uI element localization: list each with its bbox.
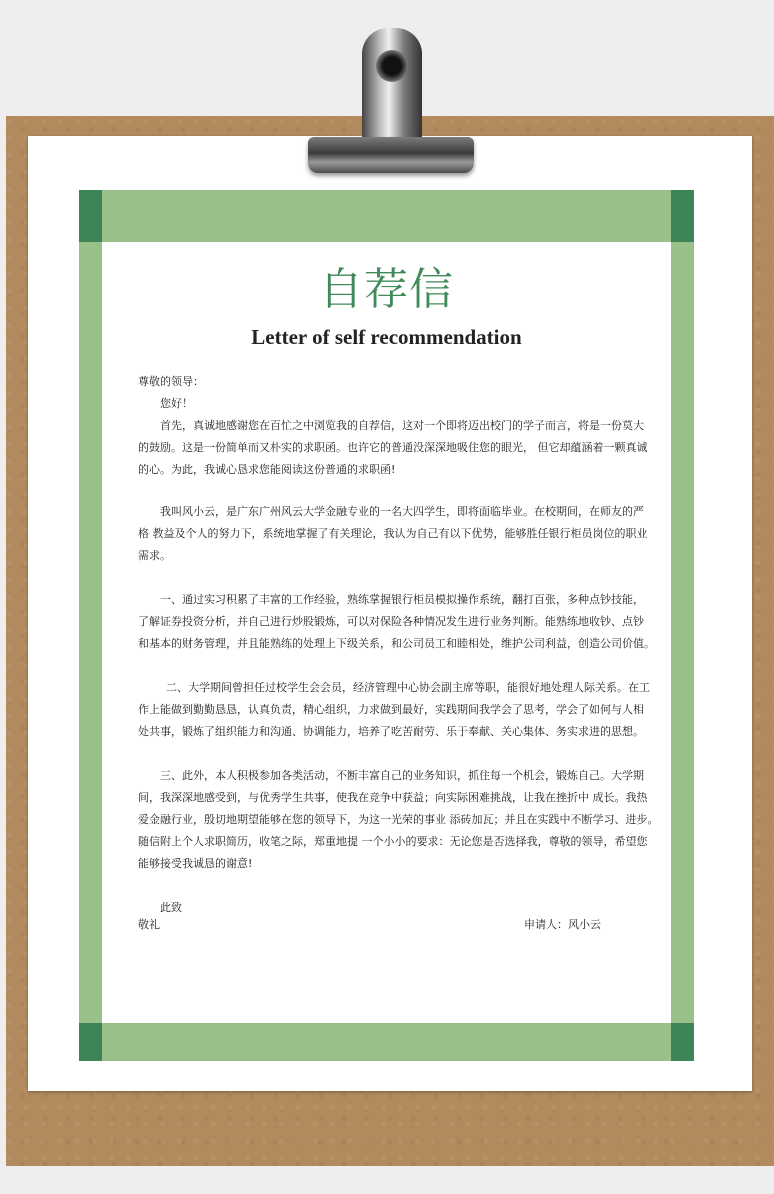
title-chinese: 自荐信	[319, 264, 454, 315]
paragraph-experience	[138, 589, 655, 655]
paragraph-activities	[138, 765, 659, 875]
letter-body	[138, 371, 659, 919]
paragraph-line: 需求。	[138, 549, 171, 562]
title-english: Letter of self recommendation	[251, 325, 522, 349]
frame-corner-bottom-left	[79, 1023, 102, 1061]
paragraph-line: 的鼓励。这是一份简单而又朴实的求职函。也许它的普通没深深地吸住您的眼光， 但它却蕴涵着一颗真诚	[138, 441, 648, 454]
paragraph-line: 首先，真诚地感谢您在百忙之中浏览我的自荐信，这对一个即将迈出校门的学子而言，将是一份莫大	[160, 419, 644, 432]
paragraph-line: 了解证券投资分析，并自己进行炒股锻炼，可以对保险各种情况发生进行业务判断。能熟练地收钞、点钞	[138, 615, 644, 628]
frame-corner-top-left	[79, 190, 102, 242]
hello: 您好！	[160, 397, 193, 410]
paragraph-line: 作上能做到勤勤恳恳，认真负责，精心组织，力求做到最好，实践期间我学会了思考，学会了如何与人相	[138, 703, 644, 716]
paragraph-line: 能够接受我诚恳的谢意!	[138, 857, 253, 870]
paragraph-line: 一、通过实习积累了丰富的工作经验，熟练掌握银行柜员模拟操作系统，翻打百张，多种点钞技能，	[160, 593, 644, 606]
paragraph-self-intro	[138, 501, 648, 567]
paragraph-line: 三、此外，本人积极参加各类活动，不断丰富自己的业务知识，抓住每一个机会，锻炼自己。大学期	[160, 769, 644, 782]
paragraph-line: 的心。为此，我诚心恳求您能阅读这份普通的求职函!	[138, 463, 396, 476]
frame-corner-bottom-right	[671, 1023, 694, 1061]
paragraph-line: 爱金融行业，殷切地期望能够在您的领导下，为这一光荣的事业 添砖加瓦；并且在实践中不断学习、进步。	[138, 813, 659, 826]
paragraph-intro	[138, 415, 648, 481]
binder-clip-hole	[376, 50, 408, 82]
binder-clip-lever	[362, 28, 422, 146]
binder-clip	[308, 137, 474, 173]
paragraph-line: 间，我深深地感受到，与优秀学生共事，使我在竞争中获益；向实际困难挑战，让我在挫折中 成长。我热	[138, 791, 648, 804]
closing-phrase: 此致	[160, 901, 182, 914]
paragraph-line: 处共事，锻炼了组织能力和沟通、协调能力，培养了吃苦耐劳、乐于奉献、关心集体、务实求进的思想。	[138, 725, 644, 738]
paragraph-line: 二、大学期间曾担任过校学生会会员，经济管理中心协会副主席等职，能很好地处理人际关系。在工	[166, 681, 650, 694]
paragraph-line: 我叫风小云，是广东广州风云大学金融专业的一名大四学生，即将面临毕业。在校期间，在师友的严	[160, 505, 644, 518]
salutation: 敬礼	[138, 918, 160, 931]
paragraph-line: 随信附上个人求职简历，收笔之际，郑重地提 一个小小的要求：无论您是否选择我，尊敬的领导，希望您	[138, 835, 648, 848]
applicant-signature: 申请人：风小云	[524, 918, 601, 931]
paragraph-line: 和基本的财务管理，并且能熟练的处理上下级关系，和公司员工和睦相处，维护公司利益，创造公司价值。	[138, 637, 655, 650]
paragraph-student-union	[138, 677, 650, 743]
frame-corner-top-right	[671, 190, 694, 242]
greeting: 尊敬的领导：	[138, 375, 204, 388]
paragraph-line: 格 教益及个人的努力下，系统地掌握了有关理论，我认为自己有以下优势，能够胜任银行柜员岗位的职业	[138, 527, 648, 540]
